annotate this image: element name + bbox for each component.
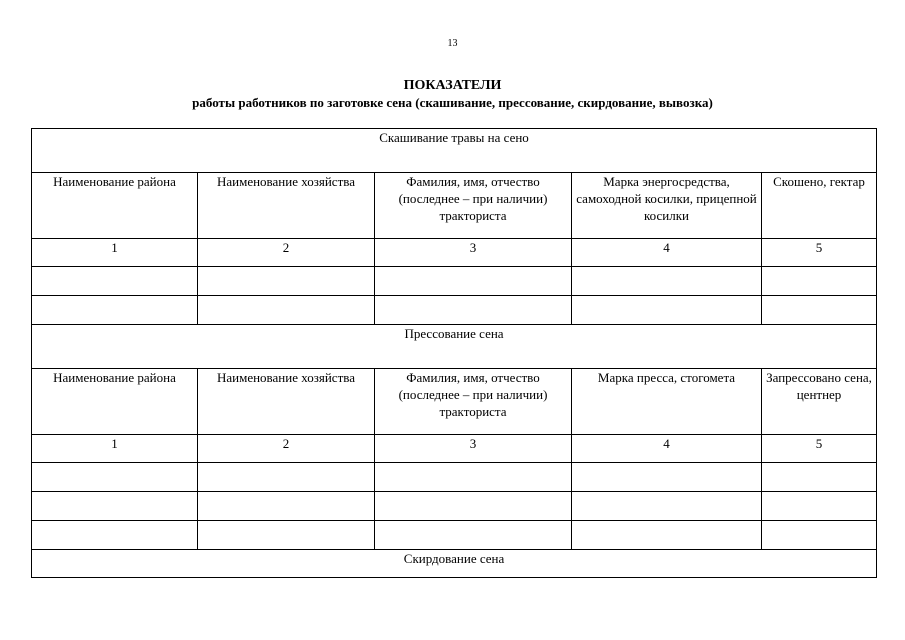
table-cell[interactable] bbox=[198, 296, 375, 325]
col-header-mowed-hectares: Скошено, гектар bbox=[762, 173, 877, 239]
column-number: 2 bbox=[198, 239, 375, 267]
table-cell[interactable] bbox=[375, 296, 572, 325]
table-cell[interactable] bbox=[32, 492, 198, 521]
column-number-row bbox=[32, 239, 877, 267]
table-cell[interactable] bbox=[32, 521, 198, 550]
header-row bbox=[32, 369, 877, 435]
column-number: 3 bbox=[375, 435, 572, 463]
report-table bbox=[31, 128, 877, 578]
table-cell[interactable] bbox=[32, 267, 198, 296]
table-cell[interactable] bbox=[32, 463, 198, 492]
page-subtitle: работы работников по заготовке сена (скашивание, прессование, скирдование, вывозка) bbox=[192, 95, 713, 110]
column-number: 4 bbox=[572, 435, 762, 463]
table-cell[interactable] bbox=[762, 492, 877, 521]
page-title: ПОКАЗАТЕЛИ bbox=[403, 78, 502, 93]
column-number: 2 bbox=[198, 435, 375, 463]
column-number: 4 bbox=[572, 239, 762, 267]
table-cell[interactable] bbox=[762, 463, 877, 492]
page-number: 13 bbox=[447, 38, 458, 49]
table-cell[interactable] bbox=[198, 463, 375, 492]
table-cell[interactable] bbox=[762, 267, 877, 296]
table-row bbox=[32, 463, 877, 492]
section-title-pressing: Прессование сена bbox=[32, 325, 877, 369]
table-row bbox=[32, 492, 877, 521]
col-header-press-brand: Марка пресса, стогомета bbox=[572, 369, 762, 435]
table-cell[interactable] bbox=[198, 267, 375, 296]
col-header-farm: Наименование хозяйства bbox=[198, 369, 375, 435]
table-cell[interactable] bbox=[572, 521, 762, 550]
table-cell[interactable] bbox=[375, 521, 572, 550]
column-number: 1 bbox=[32, 435, 198, 463]
table-cell[interactable] bbox=[32, 296, 198, 325]
table-cell[interactable] bbox=[198, 521, 375, 550]
table-cell[interactable] bbox=[762, 521, 877, 550]
column-number: 1 bbox=[32, 239, 198, 267]
col-header-machine-brand: Марка энергосредства, самоходной косилки, прицепной косилки bbox=[572, 173, 762, 239]
table-cell[interactable] bbox=[572, 463, 762, 492]
table-cell[interactable] bbox=[375, 463, 572, 492]
col-header-district: Наименование района bbox=[32, 369, 198, 435]
header-row bbox=[32, 173, 877, 239]
section-title-stacking: Скирдование сена bbox=[32, 550, 877, 578]
table-cell[interactable] bbox=[572, 267, 762, 296]
column-number: 3 bbox=[375, 239, 572, 267]
col-header-farm: Наименование хозяйства bbox=[198, 173, 375, 239]
col-header-tractor-driver: Фамилия, имя, отчество (последнее – при наличии) тракториста bbox=[375, 369, 572, 435]
table-cell[interactable] bbox=[572, 492, 762, 521]
section-title-mowing: Скашивание травы на сено bbox=[32, 129, 877, 173]
column-number-row bbox=[32, 435, 877, 463]
column-number: 5 bbox=[762, 435, 877, 463]
col-header-district: Наименование района bbox=[32, 173, 198, 239]
table-row bbox=[32, 267, 877, 296]
table-cell[interactable] bbox=[198, 492, 375, 521]
table-cell[interactable] bbox=[762, 296, 877, 325]
col-header-pressed-centners: Запрессовано сена, центнер bbox=[762, 369, 877, 435]
column-number: 5 bbox=[762, 239, 877, 267]
table-row bbox=[32, 521, 877, 550]
table-cell[interactable] bbox=[375, 267, 572, 296]
table-cell[interactable] bbox=[375, 492, 572, 521]
table-row bbox=[32, 296, 877, 325]
col-header-tractor-driver: Фамилия, имя, отчество (последнее – при наличии) тракториста bbox=[375, 173, 572, 239]
table-cell[interactable] bbox=[572, 296, 762, 325]
